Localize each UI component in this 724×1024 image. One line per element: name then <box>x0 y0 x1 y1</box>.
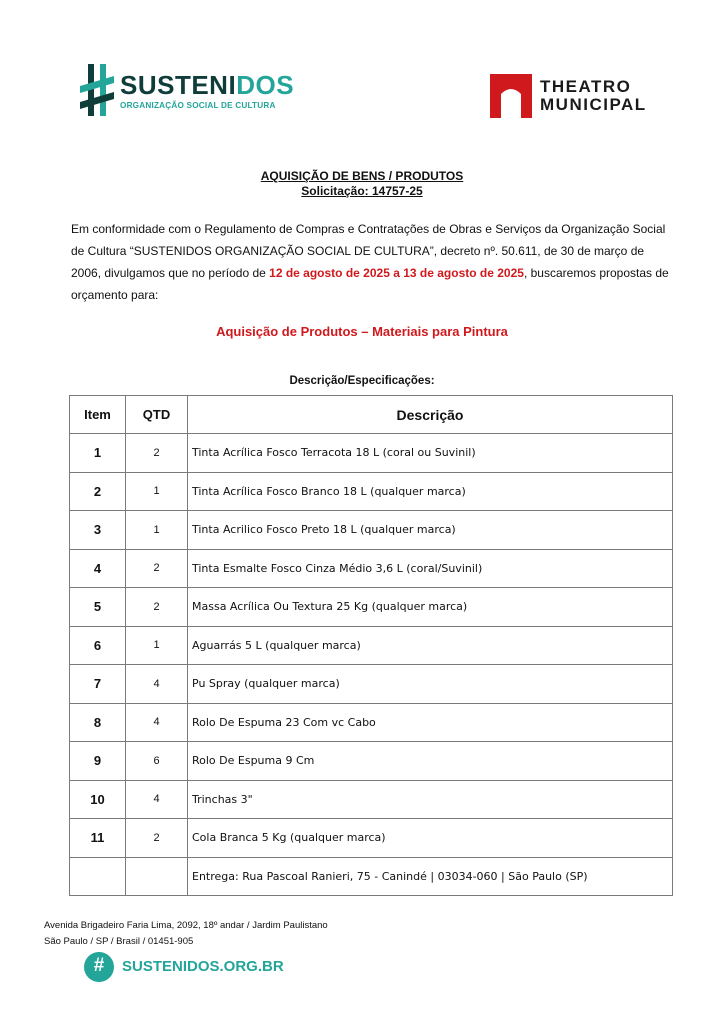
row-qtd: 6 <box>126 742 188 781</box>
theatro-municipal-logo <box>490 74 660 118</box>
table-row <box>70 472 673 511</box>
row-qtd <box>126 857 188 896</box>
row-item: 6 <box>70 626 126 665</box>
sustenidos-tagline: ORGANIZAÇÃO SOCIAL DE CULTURA <box>120 101 276 110</box>
sustenidos-wordmark: SUSTENIDOS <box>120 70 295 100</box>
request-number: Solicitação: 14757-25 <box>301 184 423 198</box>
theatro-arch-icon <box>490 74 532 118</box>
subject-heading: Aquisição de Produtos – Materiais para Pintura <box>216 324 508 339</box>
items-table <box>69 395 673 896</box>
table-row <box>70 511 673 550</box>
delivery-address: Entrega: Rua Pascoal Ranieri, 75 - Canindé | 03034-060 | São Paulo (SP) <box>188 857 673 896</box>
row-item: 10 <box>70 780 126 819</box>
footer-website[interactable] <box>84 952 284 982</box>
row-item: 11 <box>70 819 126 858</box>
row-qtd: 1 <box>126 511 188 550</box>
table-row <box>70 780 673 819</box>
row-qtd: 2 <box>126 434 188 473</box>
row-item: 9 <box>70 742 126 781</box>
row-desc: Pu Spray (qualquer marca) <box>188 665 673 704</box>
row-qtd: 1 <box>126 472 188 511</box>
row-item: 8 <box>70 703 126 742</box>
row-desc: Tinta Acrílica Fosco Branco 18 L (qualquer marca) <box>188 472 673 511</box>
row-qtd: 4 <box>126 780 188 819</box>
table-row <box>70 665 673 704</box>
row-desc: Cola Branca 5 Kg (qualquer marca) <box>188 819 673 858</box>
row-desc: Trinchas 3" <box>188 780 673 819</box>
row-item: 7 <box>70 665 126 704</box>
row-desc: Tinta Acrilico Fosco Preto 18 L (qualquer marca) <box>188 511 673 550</box>
row-desc: Tinta Acrílica Fosco Terracota 18 L (coral ou Suvinil) <box>188 434 673 473</box>
row-qtd: 4 <box>126 665 188 704</box>
row-item <box>70 857 126 896</box>
header-item: Item <box>70 396 126 434</box>
row-qtd: 2 <box>126 549 188 588</box>
row-item: 3 <box>70 511 126 550</box>
row-desc: Massa Acrílica Ou Textura 25 Kg (qualquer marca) <box>188 588 673 627</box>
table-row <box>70 819 673 858</box>
row-item: 5 <box>70 588 126 627</box>
intro-paragraph <box>71 218 671 306</box>
table-row <box>70 626 673 665</box>
table-row <box>70 549 673 588</box>
table-row <box>70 434 673 473</box>
intro-text-end: , buscaremos propostas de orçamento para: <box>71 266 669 302</box>
footer-address-line1: Avenida Brigadeiro Faria Lima, 2092, 18º andar / Jardim Paulistano <box>44 920 328 931</box>
row-qtd: 4 <box>126 703 188 742</box>
row-qtd: 2 <box>126 588 188 627</box>
website-link[interactable]: SUSTENIDOS.ORG.BR <box>122 958 284 975</box>
delivery-row <box>70 857 673 896</box>
table-row <box>70 588 673 627</box>
period-highlight: 12 de agosto de 2025 a 13 de agosto de 2025 <box>269 266 524 280</box>
row-qtd: 1 <box>126 626 188 665</box>
header-desc: Descrição <box>188 396 673 434</box>
row-desc: Rolo De Espuma 9 Cm <box>188 742 673 781</box>
row-desc: Rolo De Espuma 23 Com vc Cabo <box>188 703 673 742</box>
theatro-line2: MUNICIPAL <box>540 95 647 114</box>
footer-address <box>44 918 328 950</box>
table-caption: Descrição/Especificações: <box>289 375 435 387</box>
row-qtd: 2 <box>126 819 188 858</box>
row-item: 1 <box>70 434 126 473</box>
intro-text: Em conformidade com o Regulamento de Compras e Contratações de Obras e Serviços da Organização Social de Cultura “SUSTENIDOS ORGANIZAÇÃO SOCIAL DE CULTURA”, decreto nº. 50.611, de 30 de março de 2006, divulgamos que no período de <box>71 222 666 280</box>
footer-address-line2: São Paulo / SP / Brasil / 01451-905 <box>44 936 194 947</box>
hash-logo-icon <box>80 64 114 116</box>
row-desc: Tinta Esmalte Fosco Cinza Médio 3,6 L (coral/Suvinil) <box>188 549 673 588</box>
row-item: 4 <box>70 549 126 588</box>
row-item: 2 <box>70 472 126 511</box>
table-row <box>70 742 673 781</box>
table-row <box>70 703 673 742</box>
theatro-line1: THEATRO <box>540 77 632 96</box>
table-header-row <box>70 396 673 434</box>
document-title: AQUISIÇÃO DE BENS / PRODUTOS <box>260 169 464 183</box>
hash-circle-icon: # <box>84 952 114 982</box>
sustenidos-logo <box>80 64 295 116</box>
row-desc: Aguarrás 5 L (qualquer marca) <box>188 626 673 665</box>
header-qtd: QTD <box>126 396 188 434</box>
